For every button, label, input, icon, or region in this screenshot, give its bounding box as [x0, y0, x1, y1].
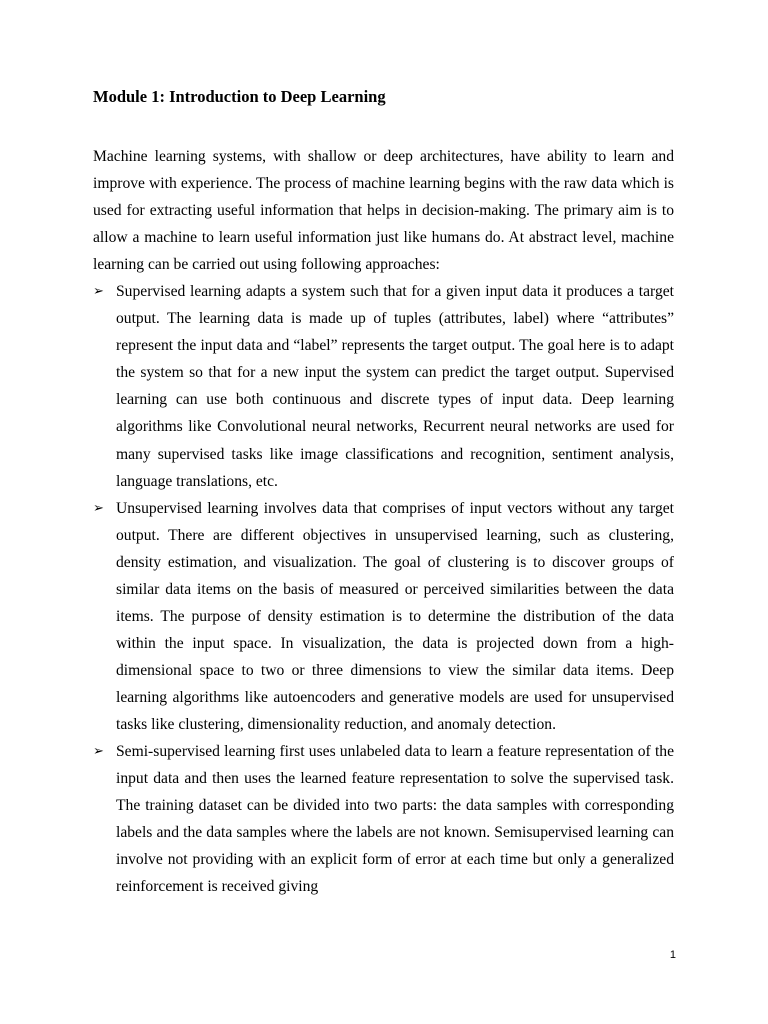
arrow-bullet-icon: ➢ [93, 744, 104, 760]
list-item-text: Semi-supervised learning first uses unlabeled data to learn a feature representation of the input data and then uses the learned feature representation to solve the supervised task. The training dataset can be divided into two parts: the data samples with corresponding labels and the data samples where the labels are not known. Semisupervised learning can involve not providing with an explicit form of error at each time but only a generalized reinforcement is received giving [116, 743, 674, 896]
list-item-text: Supervised learning adapts a system such that for a given input data it produces a target output. The learning data is made up of tuples (attributes, label) where “attributes” represent the input data and “label” represents the target output. The goal here is to adapt the system so that for a new input the system can predict the target output. Supervised learning can use both continuous and discrete types of input data. Deep learning algorithms like Convolutional neural networks, Recurrent neural networks are used for many supervised tasks like image classifications and recognition, sentiment analysis, language translations, etc. [116, 283, 674, 490]
page-number: 1 [669, 949, 676, 961]
list-item-text: Unsupervised learning involves data that comprises of input vectors without any target output. There are different objectives in unsupervised learning, such as clustering, density estimation, and visualization. The goal of clustering is to discover groups of similar data items on the basis of measured or perceived similarities between the data items. The purpose of density estimation is to determine the distribution of the data within the input space. In visualization, the data is projected down from a high-dimensional space to two or three dimensions to view the similar data items. Deep learning algorithms like autoencoders and generative models are used for unsupervised tasks like clustering, dimensionality reduction, and anomaly detection. [116, 499, 674, 733]
document-body [93, 143, 674, 900]
approaches-list [93, 278, 674, 900]
document-title: Module 1: Introduction to Deep Learning [93, 87, 386, 106]
arrow-bullet-icon: ➢ [93, 284, 104, 300]
list-item-unsupervised [93, 495, 674, 738]
intro-paragraph: Machine learning systems, with shallow or deep architectures, have ability to learn and improve with experience. The process of machine learning begins with the raw data which is used for extracting useful information that helps in decision-making. The primary aim is to allow a machine to learn useful information just like humans do. At abstract level, machine learning can be carried out using following approaches: [93, 148, 674, 274]
list-item-semi-supervised [93, 738, 674, 900]
list-item-supervised [93, 278, 674, 494]
arrow-bullet-icon: ➢ [93, 500, 104, 516]
